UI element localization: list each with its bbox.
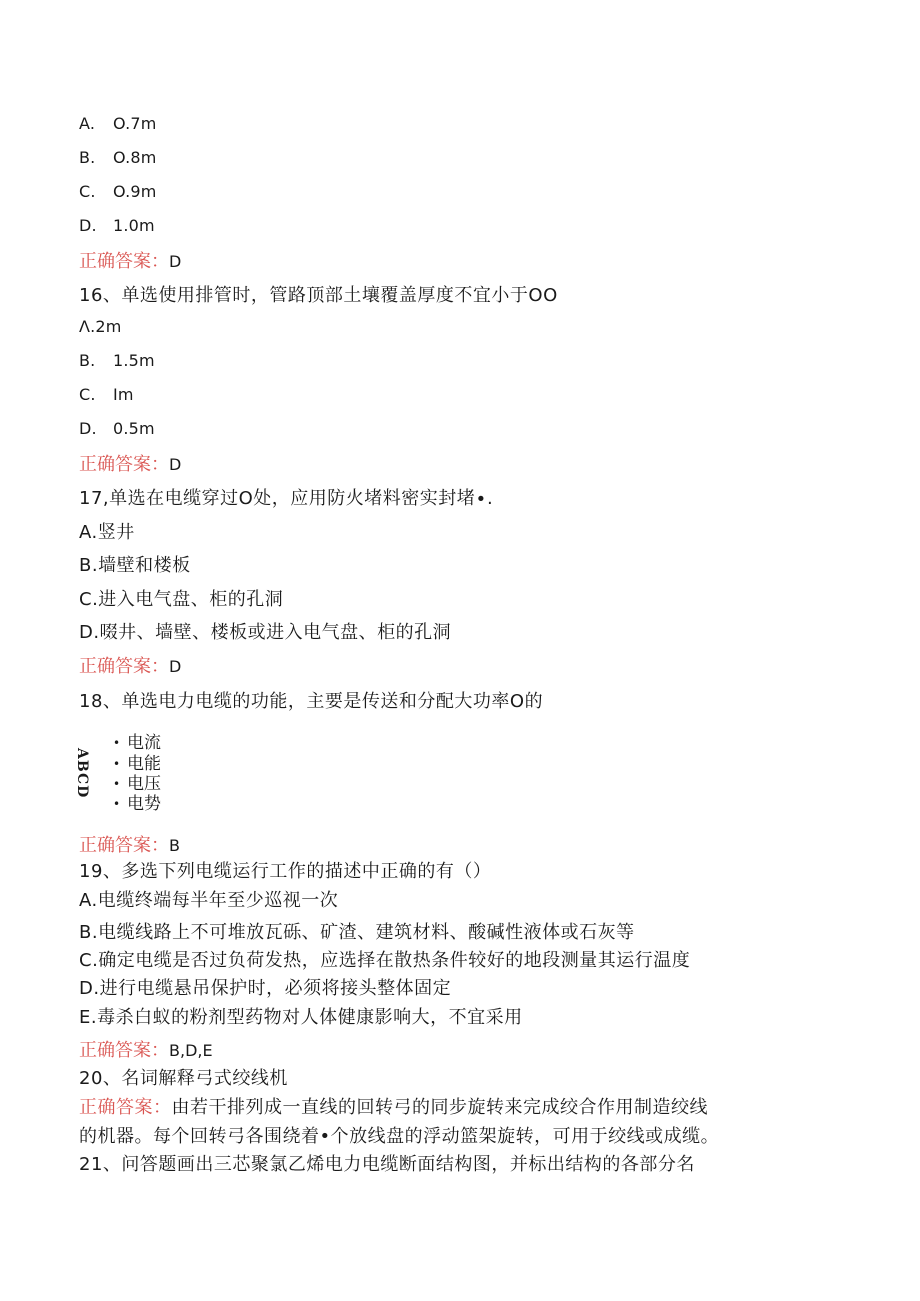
q16-option-a: Λ.2m	[79, 317, 122, 336]
q18-option-1: • 电流	[113, 733, 161, 753]
q15-option-c: C. O.9m	[79, 182, 157, 201]
q15-option-a: A. O.7m	[79, 114, 157, 133]
q19-option-a: A.电缆终端每半年至少巡视一次	[79, 890, 339, 911]
q18-question: 18、单选电力电缆的功能，主要是传送和分配大功率O的	[79, 691, 544, 712]
q19-option-d: D.进行电缆悬吊保护时，必须将接头整体固定	[79, 978, 452, 999]
q16-option-d: D. 0.5m	[79, 419, 155, 438]
q15-option-b: B. O.8m	[79, 148, 157, 167]
q17-option-a: A.竖井	[79, 522, 135, 543]
q16-option-b: B. 1.5m	[79, 351, 155, 370]
q16-question: 16、单选使用排管时，管路顶部土壤覆盖厚度不宜小于OO	[79, 285, 558, 306]
q19-option-b: B.电缆线路上不可堆放瓦砾、矿渣、建筑材料、酸碱性液体或石灰等	[79, 922, 635, 943]
q18-option-3: • 电压	[113, 774, 161, 794]
q17-option-d: D.啜井、墙壁、楼板或进入电气盘、柜的孔洞	[79, 622, 452, 643]
q18-option-4: • 电势	[113, 794, 161, 814]
q16-answer: 正确答案：D	[79, 454, 182, 475]
q17-question: 17,单选在电缆穿过O处，应用防火堵料密实封堵∙.	[79, 488, 494, 509]
q20-answer-line2: 的机器。每个回转弓各围绕着•个放线盘的浮动篮架旋转，可用于绞线或成缆。	[79, 1126, 720, 1147]
q15-answer: 正确答案：D	[79, 251, 182, 272]
q19-option-c: C.确定电缆是否过负荷发热，应选择在散热条件较好的地段测量其运行温度	[79, 950, 691, 971]
q19-question: 19、多选下列电缆运行工作的描述中正确的有（）	[79, 861, 492, 882]
q18-rotated-letters: ABCD	[74, 748, 90, 799]
q19-option-e: E.毒杀白蚁的粉剂型药物对人体健康影响大，不宜采用	[79, 1007, 523, 1028]
q17-answer: 正确答案：D	[79, 656, 182, 677]
q20-answer-line1: 正确答案：由若干排列成一直线的回转弓的同步旋转来完成绞合作用制造绞线	[79, 1097, 708, 1118]
q19-answer: 正确答案：B,D,E	[79, 1040, 213, 1061]
q18-answer: 正确答案：B	[79, 835, 180, 856]
q17-option-b: B.墙壁和楼板	[79, 555, 191, 576]
q18-option-2: • 电能	[113, 754, 161, 774]
q17-option-c: C.进入电气盘、柜的孔洞	[79, 589, 284, 610]
q15-option-d: D. 1.0m	[79, 216, 155, 235]
q20-question: 20、名词解释弓式绞线机	[79, 1068, 288, 1089]
q16-option-c: C. Im	[79, 385, 134, 404]
q21-question: 21、问答题画出三芯聚氯乙烯电力电缆断面结构图，并标出结构的各部分名	[79, 1154, 695, 1175]
